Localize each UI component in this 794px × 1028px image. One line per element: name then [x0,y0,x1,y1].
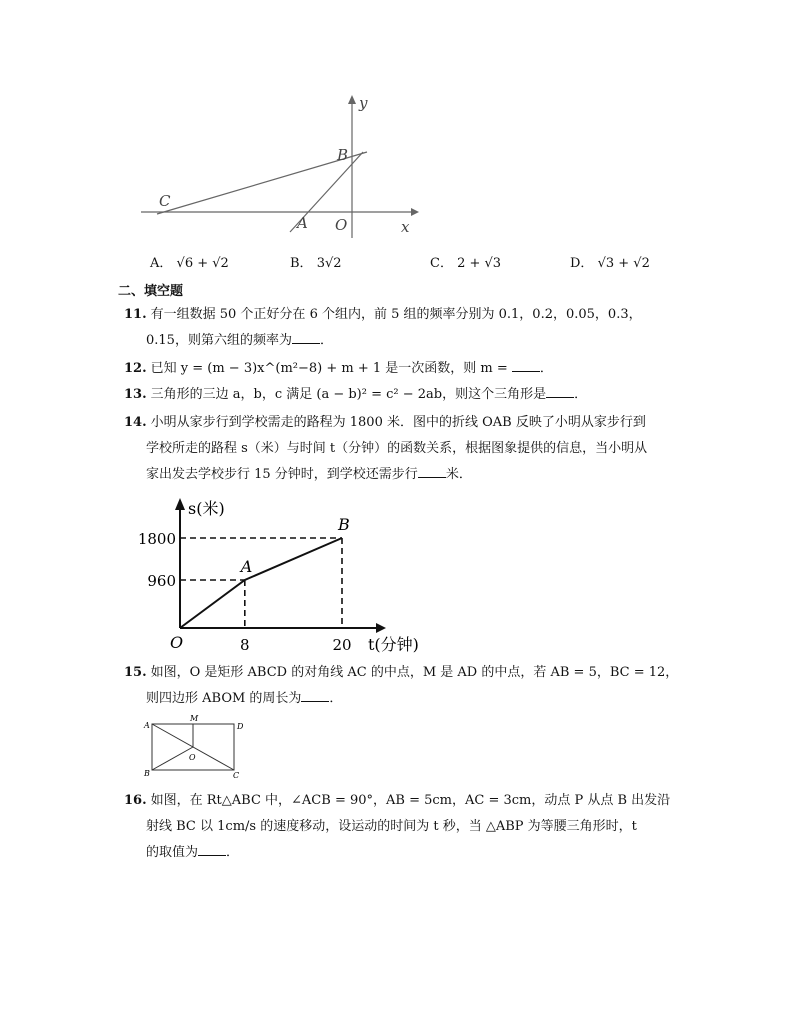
answer-blank[interactable] [301,689,329,702]
answer-blank[interactable] [512,359,540,372]
question-number: 11. [124,307,147,322]
option-letter: B． [290,256,313,271]
question-15 [124,660,684,712]
option-c [430,252,501,271]
question-end: ． [319,333,333,348]
point-a-label: A [297,214,308,232]
label-c: C [233,771,240,780]
option-letter: C． [430,256,453,271]
y-label: y [359,94,368,112]
question-16 [124,788,684,866]
label-o: O [189,753,196,762]
figure-rectangle [140,712,250,782]
y-axis-arrow [348,95,356,104]
question-text: 如图，O 是矩形 ABCD 的对角线 AC 的中点，M 是 AD 的中点，若 AB = 5，BC = 12， [150,665,679,680]
y-tick-label: 1800 [137,530,176,548]
chart-y-arrow [175,498,185,510]
question-text: 小明从家步行到学校需走的路程为 1800 米．图中的折线 OAB 反映了小明从家步行到 [150,415,646,430]
option-letter: A． [150,256,173,271]
x-tick-label: 8 [240,636,250,654]
label-d: D [237,722,244,731]
x-axis-arrow [411,208,419,216]
question-end: ． [574,387,588,402]
option-value: √6 + √2 [176,256,229,271]
origin-label: O [335,216,348,234]
question-text: 0.15，则第六组的频率为 [146,333,292,348]
question-14 [124,410,684,488]
option-d [570,252,650,271]
question-end: ． [329,691,343,706]
answer-blank[interactable] [418,465,446,478]
chart-x-arrow [376,623,386,633]
question-text: 则四边形 ABOM 的周长为 [146,691,302,706]
answer-blank[interactable] [546,385,574,398]
answer-blank[interactable] [292,331,320,344]
question-number: 12. [124,361,147,376]
question-end: ． [226,845,240,860]
question-text: 家出发去学校步行 15 分钟时，到学校还需步行 [146,467,418,482]
series-line-oab [180,538,342,628]
question-number: 13. [124,387,147,402]
segment-bo [152,747,193,770]
question-number: 16. [124,793,147,808]
section-title: 二、填空题 [118,284,184,299]
point-label-b: B [338,515,350,534]
question-text: 射线 BC 以 1cm/s 的速度移动，设运动的时间为 t 秒，当 △ABP 为等腰三角形时，t [146,819,637,834]
question-text: 有一组数据 50 个正好分在 6 个组内，前 5 组的频率分别为 0.1，0.2，0.05，0.3， [150,307,642,322]
option-value: 3√2 [316,256,342,271]
distance-time-chart [130,490,440,660]
question-13 [124,382,684,408]
answer-blank[interactable] [198,843,226,856]
option-b [290,252,342,271]
label-a: A [144,721,150,730]
chart-ylabel: s(米) [188,499,225,518]
figure-line-graph [135,92,425,242]
point-b-label: B [337,146,349,164]
question-text: 学校所走的路程 s（米）与时间 t（分钟）的函数关系，根据图象提供的信息，当小明从 [146,441,648,456]
question-11 [124,302,684,354]
x-label: x [401,218,410,236]
question-12 [124,356,684,382]
option-value: √3 + √2 [597,256,650,271]
option-a [150,252,229,271]
question-text: 如图，在 Rt△ABC 中，∠ACB = 90°，AB = 5cm，AC = 3cm，动点 P 从点 B 出发沿 [150,793,671,808]
chart-xlabel: t(分钟) [368,635,419,654]
point-c-label: C [159,192,171,210]
label-b: B [144,769,150,778]
y-tick-label: 960 [147,572,176,590]
point-label-a: A [240,557,253,576]
option-letter: D． [570,256,594,271]
option-value: 2 + √3 [457,256,502,271]
question-end: ． [539,361,553,376]
question-number: 14. [124,415,147,430]
question-text: 的取值为 [146,845,199,860]
question-text: 已知 y = (m − 3)x^(m²−8) + m + 1 是一次函数，则 m = [150,361,512,376]
x-tick-label: 20 [332,636,352,654]
question-text: 三角形的三边 a，b，c 满足 (a − b)² = c² − 2ab，则这个三角形是 [150,387,547,402]
question-end: 米． [445,467,472,482]
question-number: 15. [124,665,147,680]
point-label-o: O [170,633,184,652]
label-m: M [190,714,199,723]
